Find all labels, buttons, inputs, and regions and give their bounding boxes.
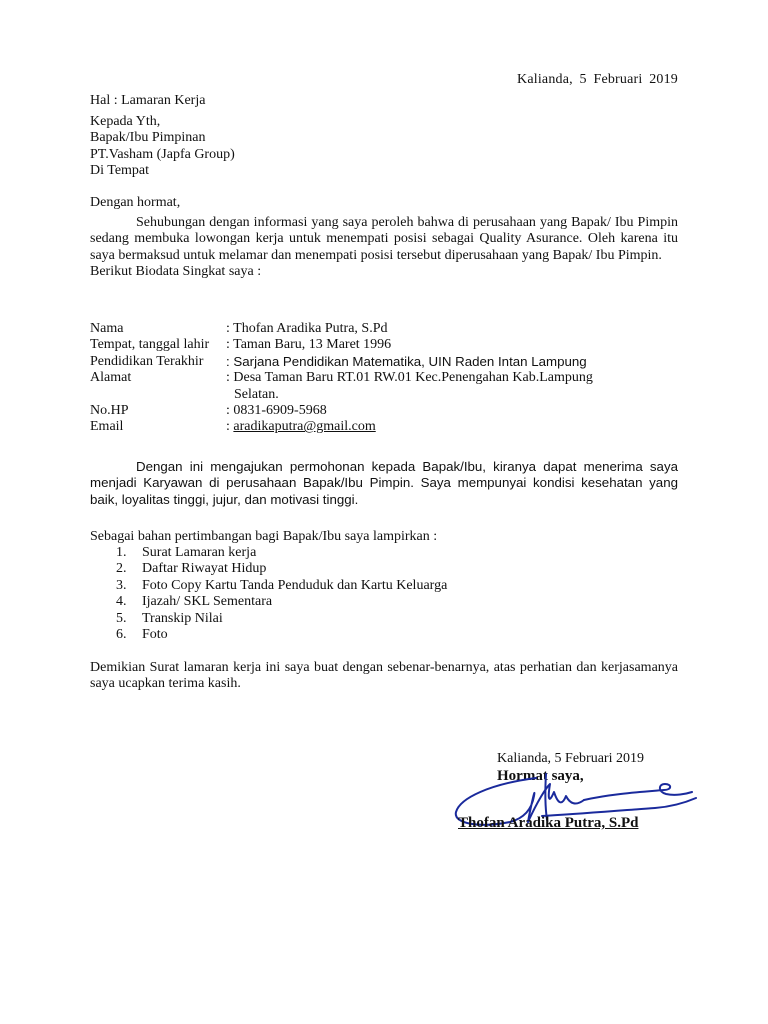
recipient-block (90, 114, 678, 180)
request-paragraph: Dengan ini mengajukan permohonan kepada Bapak/Ibu, kiranya dapat menerima saya menjadi Karyawan di perusahaan Bapak/Ibu Pimpin. Saya mempunyai kondisi kesehatan yang baik, loyalitas tinggi, jujur, dan motivasi tinggi. (90, 459, 678, 507)
biodata-row (90, 321, 686, 337)
biodata-label: Tempat, tanggal lahir (90, 337, 210, 353)
biodata-label: No.HP (90, 403, 129, 419)
signatory-name: Thofan Aradika Putra, S.Pd (458, 815, 639, 831)
address-line-1: : Desa Taman Baru RT.01 RW.01 Kec.Penengahan Kab.Lampung (226, 370, 593, 386)
biodata-label: Pendidikan Terakhir (90, 353, 204, 369)
biodata-value (226, 370, 686, 403)
signature-greeting: Hormat saya, (497, 768, 584, 784)
biodata-value: : Sarjana Pendidikan Matematika, UIN Raden Intan Lampung (226, 353, 587, 369)
list-text: Foto Copy Kartu Tanda Penduduk dan Kartu Keluarga (142, 577, 448, 593)
attachments-list (116, 545, 447, 643)
biodata-value (226, 419, 686, 435)
recipient-line: Kepada Yth, (90, 114, 161, 129)
request-section (90, 459, 678, 508)
biodata-table (90, 321, 686, 436)
salutation-text: Dengan hormat, (90, 195, 181, 210)
biodata-value: : 0831-6909-5968 (226, 403, 327, 419)
list-item (116, 627, 447, 643)
signature-stroke (584, 784, 692, 800)
list-number: 6. (116, 627, 127, 643)
signature-stroke (545, 774, 547, 820)
email-link[interactable]: aradikaputra@gmail.com (233, 419, 376, 435)
list-text: Daftar Riwayat Hidup (142, 561, 267, 577)
biodata-row (90, 403, 686, 419)
email-prefix: : (226, 419, 234, 435)
recipient-line: PT.Vasham (Japfa Group) (90, 146, 235, 162)
intro-section (90, 215, 678, 281)
list-text: Ijazah/ SKL Sementara (142, 594, 273, 610)
subject-line (90, 93, 678, 109)
biodata-row (90, 419, 686, 435)
list-item (116, 594, 447, 610)
attachments-intro (90, 529, 678, 545)
signature-date: Kalianda, 5 Februari 2019 (497, 751, 644, 766)
recipient-line: Bapak/Ibu Pimpinan (90, 130, 206, 146)
attachments-intro-text: Sebagai bahan pertimbangan bagi Bapak/Ibu saya lampirkan : (90, 529, 438, 544)
list-item (116, 578, 447, 594)
list-number: 2. (116, 561, 127, 577)
biodata-value: : Taman Baru, 13 Maret 1996 (226, 337, 392, 353)
biodata-value: : Thofan Aradika Putra, S.Pd (226, 321, 388, 336)
list-text: Foto (142, 627, 168, 643)
biodata-label: Alamat (90, 370, 132, 386)
biodata-label: Nama (90, 321, 124, 336)
list-item (116, 611, 447, 627)
list-number: 4. (116, 594, 127, 610)
recipient-line: Di Tempat (90, 163, 150, 179)
biodata-row (90, 370, 686, 403)
biodata-intro: Berikut Biodata Singkat saya : (90, 264, 262, 280)
salutation (90, 195, 678, 211)
biodata-row (90, 354, 686, 370)
biodata-row (90, 337, 686, 353)
closing-section (90, 660, 678, 693)
list-number: 3. (116, 577, 127, 593)
list-number: 1. (116, 545, 127, 560)
intro-paragraph: Sehubungan dengan informasi yang saya peroleh bahwa di perusahaan yang Bapak/ Ibu Pimpin sedang membuka lowongan kerja untuk menempati posisi sebagai Quality Asurance. Oleh karena itu saya bermaksud untuk melamar dan menempati posisi tersebut diperusahaan yang Bapak/ Ibu Pimpin. (90, 215, 678, 263)
list-text: Transkip Nilai (142, 610, 223, 626)
list-item (116, 561, 447, 577)
signature-stroke (542, 798, 696, 816)
letter-date: Kalianda, 5 Februari 2019 (517, 72, 678, 87)
list-text: Surat Lamaran kerja (142, 545, 257, 560)
biodata-label: Email (90, 419, 124, 435)
address-line-2: Selatan. (234, 386, 279, 402)
list-item (116, 545, 447, 561)
subject-text: Hal : Lamaran Kerja (90, 93, 206, 108)
list-number: 5. (116, 610, 127, 626)
closing-paragraph: Demikian Surat lamaran kerja ini saya buat dengan sebenar-benarnya, atas perhatian dan kerjasamanya saya ucapkan terima kasih. (90, 660, 678, 692)
